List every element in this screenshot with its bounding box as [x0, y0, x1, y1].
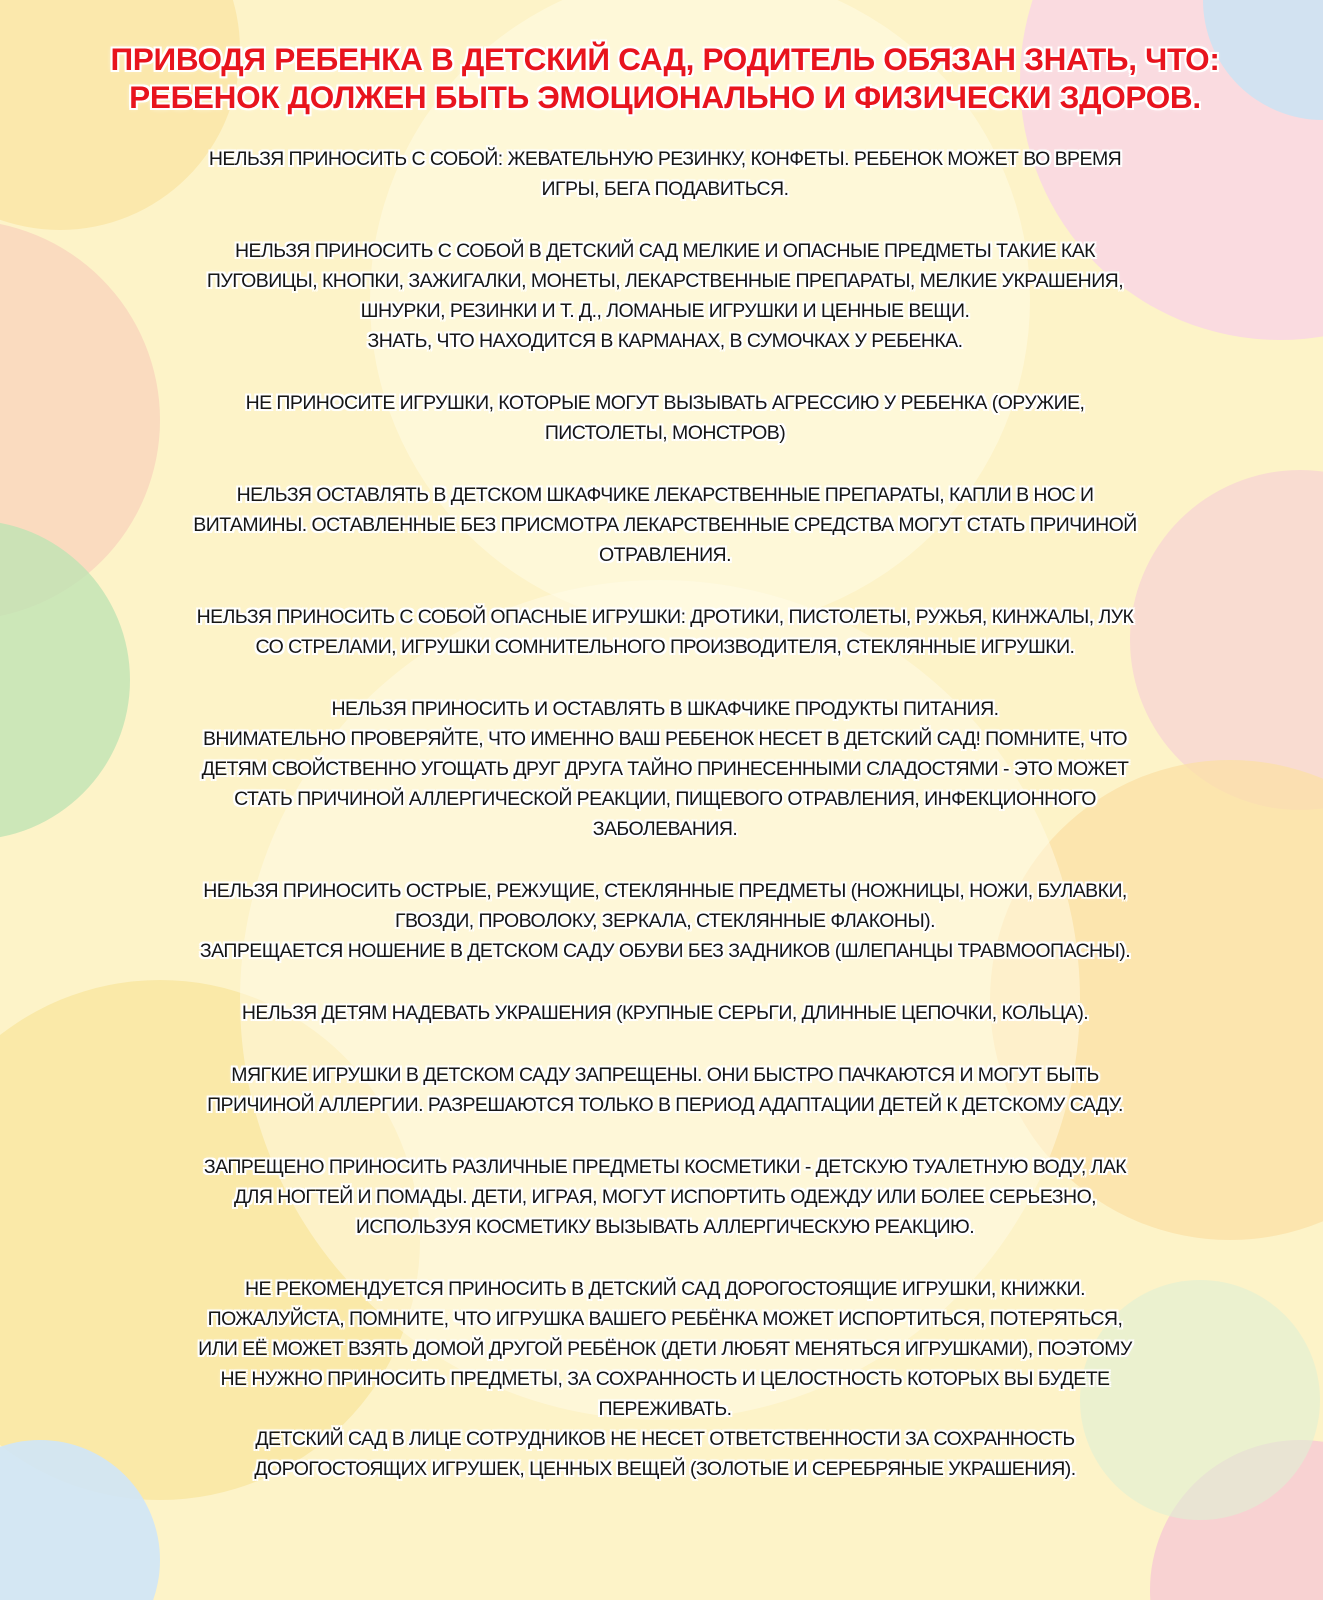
rule-line: ВИТАМИНЫ. ОСТАВЛЕННЫЕ БЕЗ ПРИСМОТРА ЛЕКАРСТВЕННЫЕ СРЕДСТВА МОГУТ СТАТЬ ПРИЧИНОЙ [193, 514, 1137, 536]
rule-paragraph [40, 602, 1290, 662]
rule-line: НЕЛЬЗЯ ПРИНОСИТЬ ОСТРЫЕ, РЕЖУЩИЕ, СТЕКЛЯННЫЕ ПРЕДМЕТЫ (НОЖНИЦЫ, НОЖИ, БУЛАВКИ, [203, 880, 1127, 902]
rule-line: ГВОЗДИ, ПРОВОЛОКУ, ЗЕРКАЛА, СТЕКЛЯННЫЕ ФЛАКОНЫ). [395, 910, 935, 932]
title-line: ПРИВОДЯ РЕБЕНКА В ДЕТСКИЙ САД, РОДИТЕЛЬ ОБЯЗАН ЗНАТЬ, ЧТО: [110, 41, 1220, 77]
rule-line: ПУГОВИЦЫ, КНОПКИ, ЗАЖИГАЛКИ, МОНЕТЫ, ЛЕКАРСТВЕННЫЕ ПРЕПАРАТЫ, МЕЛКИЕ УКРАШЕНИЯ, [206, 270, 1124, 292]
rule-paragraph [40, 480, 1290, 570]
rule-paragraph [40, 1152, 1290, 1242]
rule-line: ЗАБОЛЕВАНИЯ. [592, 818, 738, 840]
rule-line: НЕЛЬЗЯ ПРИНОСИТЬ С СОБОЙ ОПАСНЫЕ ИГРУШКИ: ДРОТИКИ, ПИСТОЛЕТЫ, РУЖЬЯ, КИНЖАЛЫ, ЛУК [196, 606, 1134, 628]
rule-paragraph [40, 388, 1290, 448]
rule-line: ПРИЧИНОЙ АЛЛЕРГИИ. РАЗРЕШАЮТСЯ ТОЛЬКО В ПЕРИОД АДАПТАЦИИ ДЕТЕЙ К ДЕТСКОМУ САДУ. [207, 1094, 1123, 1116]
rule-line: НЕ НУЖНО ПРИНОСИТЬ ПРЕДМЕТЫ, ЗА СОХРАННОСТЬ И ЦЕЛОСТНОСТЬ КОТОРЫХ ВЫ БУДЕТЕ [220, 1368, 1110, 1390]
rule-line: ПИСТОЛЕТЫ, МОНСТРОВ) [544, 422, 786, 444]
rule-line: ЗНАТЬ, ЧТО НАХОДИТСЯ В КАРМАНАХ, В СУМОЧКАХ У РЕБЕНКА. [367, 330, 963, 352]
rule-line: МЯГКИЕ ИГРУШКИ В ДЕТСКОМ САДУ ЗАПРЕЩЕНЫ. ОНИ БЫСТРО ПАЧКАЮТСЯ И МОГУТ БЫТЬ [231, 1064, 1099, 1086]
rule-paragraph [40, 694, 1290, 844]
rule-line: СТАТЬ ПРИЧИНОЙ АЛЛЕРГИЧЕСКОЙ РЕАКЦИИ, ПИЩЕВОГО ОТРАВЛЕНИЯ, ИНФЕКЦИОННОГО [234, 788, 1096, 810]
rule-line: ВНИМАТЕЛЬНО ПРОВЕРЯЙТЕ, ЧТО ИМЕННО ВАШ РЕБЕНОК НЕСЕТ В ДЕТСКИЙ САД! ПОМНИТЕ, ЧТО [202, 728, 1128, 750]
rule-line: ДОРОГОСТОЯЩИХ ИГРУШЕК, ЦЕННЫХ ВЕЩЕЙ (ЗОЛОТЫЕ И СЕРЕБРЯНЫЕ УКРАШЕНИЯ). [254, 1458, 1076, 1480]
rule-line: СО СТРЕЛАМИ, ИГРУШКИ СОМНИТЕЛЬНОГО ПРОИЗВОДИТЕЛЯ, СТЕКЛЯННЫЕ ИГРУШКИ. [255, 636, 1075, 658]
rule-line: НЕЛЬЗЯ ПРИНОСИТЬ С СОБОЙ В ДЕТСКИЙ САД МЕЛКИЕ И ОПАСНЫЕ ПРЕДМЕТЫ ТАКИЕ КАК [235, 240, 1095, 262]
poster-title [40, 40, 1290, 116]
rule-paragraph [40, 1060, 1290, 1120]
rule-line: НЕ РЕКОМЕНДУЕТСЯ ПРИНОСИТЬ В ДЕТСКИЙ САД ДОРОГОСТОЯЩИЕ ИГРУШКИ, КНИЖКИ. [245, 1278, 1085, 1300]
rule-line: ЗАПРЕЩЕНО ПРИНОСИТЬ РАЗЛИЧНЫЕ ПРЕДМЕТЫ КОСМЕТИКИ - ДЕТСКУЮ ТУАЛЕТНУЮ ВОДУ, ЛАК [203, 1156, 1127, 1178]
title-line: РЕБЕНОК ДОЛЖЕН БЫТЬ ЭМОЦИОНАЛЬНО И ФИЗИЧЕСКИ ЗДОРОВ. [129, 79, 1201, 115]
rule-line: ПЕРЕЖИВАТЬ. [598, 1398, 732, 1420]
rule-line: НЕ ПРИНОСИТЕ ИГРУШКИ, КОТОРЫЕ МОГУТ ВЫЗЫВАТЬ АГРЕССИЮ У РЕБЕНКА (ОРУЖИЕ, [245, 392, 1085, 414]
rule-line: ДЕТСКИЙ САД В ЛИЦЕ СОТРУДНИКОВ НЕ НЕСЕТ ОТВЕТСТВЕННОСТИ ЗА СОХРАННОСТЬ [255, 1428, 1075, 1450]
rule-paragraph [40, 1274, 1290, 1484]
rule-line: ИЛИ ЕЁ МОЖЕТ ВЗЯТЬ ДОМОЙ ДРУГОЙ РЕБЁНОК (ДЕТИ ЛЮБЯТ МЕНЯТЬСЯ ИГРУШКАМИ), ПОЭТОМУ [198, 1338, 1132, 1360]
rule-line: ПОЖАЛУЙСТА, ПОМНИТЕ, ЧТО ИГРУШКА ВАШЕГО РЕБЁНКА МОЖЕТ ИСПОРТИТЬСЯ, ПОТЕРЯТЬСЯ, [207, 1308, 1123, 1330]
rule-line: ИГРЫ, БЕГА ПОДАВИТЬСЯ. [541, 178, 789, 200]
rule-line: ЗАПРЕЩАЕТСЯ НОШЕНИЕ В ДЕТСКОМ САДУ ОБУВИ БЕЗ ЗАДНИКОВ (ШЛЕПАНЦЫ ТРАВМООПАСНЫ). [199, 940, 1131, 962]
rule-paragraph [40, 998, 1290, 1028]
rule-line: ОТРАВЛЕНИЯ. [599, 544, 731, 566]
rule-paragraph [40, 144, 1290, 204]
rule-paragraph [40, 236, 1290, 356]
rule-line: ИСПОЛЬЗУЯ КОСМЕТИКУ ВЫЗЫВАТЬ АЛЛЕРГИЧЕСКУЮ РЕАКЦИЮ. [355, 1216, 975, 1238]
memo-poster [40, 28, 1290, 1588]
rule-paragraph [40, 876, 1290, 966]
rule-line: НЕЛЬЗЯ ОСТАВЛЯТЬ В ДЕТСКОМ ШКАФЧИКЕ ЛЕКАРСТВЕННЫЕ ПРЕПАРАТЫ, КАПЛИ В НОС И [236, 484, 1094, 506]
rule-line: ДЛЯ НОГТЕЙ И ПОМАДЫ. ДЕТИ, ИГРАЯ, МОГУТ ИСПОРТИТЬ ОДЕЖДУ ИЛИ БОЛЕЕ СЕРЬЕЗНО, [233, 1186, 1097, 1208]
rule-line: ШНУРКИ, РЕЗИНКИ И Т. Д., ЛОМАНЫЕ ИГРУШКИ И ЦЕННЫЕ ВЕЩИ. [360, 300, 970, 322]
rule-line: ДЕТЯМ СВОЙСТВЕННО УГОЩАТЬ ДРУГ ДРУГА ТАЙНО ПРИНЕСЕННЫМИ СЛАДОСТЯМИ - ЭТО МОЖЕТ [201, 758, 1129, 780]
rule-line: НЕЛЬЗЯ ДЕТЯМ НАДЕВАТЬ УКРАШЕНИЯ (КРУПНЫЕ СЕРЬГИ, ДЛИННЫЕ ЦЕПОЧКИ, КОЛЬЦА). [241, 1002, 1089, 1024]
rule-line: НЕЛЬЗЯ ПРИНОСИТЬ И ОСТАВЛЯТЬ В ШКАФЧИКЕ ПРОДУКТЫ ПИТАНИЯ. [331, 698, 999, 720]
rule-line: НЕЛЬЗЯ ПРИНОСИТЬ С СОБОЙ: ЖЕВАТЕЛЬНУЮ РЕЗИНКУ, КОНФЕТЫ. РЕБЕНОК МОЖЕТ ВО ВРЕМЯ [208, 148, 1122, 170]
